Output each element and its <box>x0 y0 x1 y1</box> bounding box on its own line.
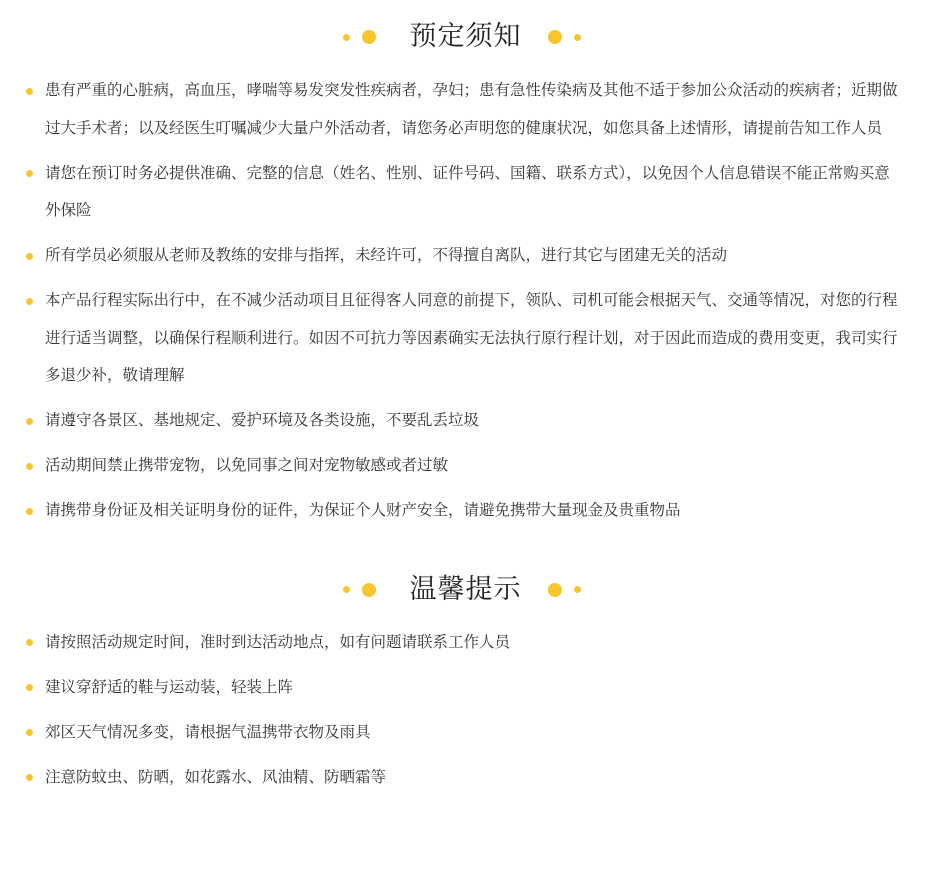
list-item-text: 建议穿舒适的鞋与运动装，轻装上阵 <box>45 677 294 696</box>
list-item <box>24 492 899 530</box>
list-item <box>24 714 899 752</box>
dot-small-icon <box>343 34 350 41</box>
bullet-dot-icon <box>26 298 33 305</box>
section-title: 预定须知 <box>409 21 522 52</box>
dot-large-icon <box>548 583 562 597</box>
dot-large-icon <box>548 30 562 44</box>
dot-small-icon <box>574 586 581 593</box>
page <box>0 19 925 892</box>
list-item-text: 请按照活动规定时间，准时到达活动地点，如有问题请联系工作人员 <box>45 632 511 651</box>
dot-small-icon <box>574 34 581 41</box>
dot-small-icon <box>343 586 350 593</box>
bullet-dot-icon <box>26 88 33 95</box>
list-item-text: 请携带身份证及相关证明身份的证件，为保证个人财产安全，请避免携带大量现金及贵重物品 <box>45 501 681 519</box>
section-header-booking-notice <box>24 19 899 55</box>
list-item <box>24 72 899 147</box>
bullet-dot-icon <box>26 418 33 425</box>
list-item <box>24 282 899 395</box>
bullet-dot-icon <box>26 170 33 177</box>
list-item <box>24 624 899 662</box>
section-title: 温馨提示 <box>409 573 522 605</box>
decor-dots-right <box>548 30 581 44</box>
dot-large-icon <box>362 583 376 597</box>
list-item-text: 本产品行程实际出行中，在不减少活动项目且征得客人同意的前提下，领队、司机可能会根据天气、交通等情况，对您的行程进行适当调整，以确保行程顺利进行。如因不可抗力等因素确实无法执行原行程计划，对于因此而造成的费用变更，我司实行多退少补，敬请理解 <box>45 291 898 384</box>
decor-dots-left <box>343 30 376 44</box>
bullet-dot-icon <box>26 729 33 736</box>
list-item <box>24 447 899 485</box>
list-item-text: 郊区天气情况多变，请根据气温携带衣物及雨具 <box>45 722 371 741</box>
list-item <box>24 669 899 707</box>
booking-notice-list <box>24 72 899 530</box>
bullet-dot-icon <box>26 639 33 646</box>
list-item <box>24 402 899 440</box>
bullet-dot-icon <box>26 684 33 691</box>
list-item <box>24 759 899 797</box>
decor-dots-right <box>548 583 581 597</box>
list-item <box>24 155 899 230</box>
list-item-text: 患有严重的心脏病，高血压，哮喘等易发突发性疾病者，孕妇；患有急性传染病及其他不适于参加公众活动的疾病者；近期做过大手术者；以及经医生叮嘱减少大量户外活动者，请您务必声明您的健康状况，如您具备上述情形，请提前告知工作人员 <box>45 81 898 137</box>
bullet-dot-icon <box>26 463 33 470</box>
list-item-text: 注意防蚊虫、防晒，如花露水、风油精、防晒霜等 <box>45 767 387 786</box>
dot-large-icon <box>362 30 376 44</box>
list-item-text: 所有学员必须服从老师及教练的安排与指挥，未经许可，不得擅自离队，进行其它与团建无关的活动 <box>45 246 728 264</box>
decor-dots-left <box>343 583 376 597</box>
list-item-text: 请您在预订时务必提供准确、完整的信息（姓名、性别、证件号码、国籍、联系方式），以免因个人信息错误不能正常购买意外保险 <box>45 163 890 219</box>
list-item <box>24 237 899 275</box>
bullet-dot-icon <box>26 774 33 781</box>
bullet-dot-icon <box>26 253 33 260</box>
list-item-text: 活动期间禁止携带宠物，以免同事之间对宠物敏感或者过敏 <box>45 456 449 474</box>
section-header-tips <box>24 572 899 608</box>
bullet-dot-icon <box>26 508 33 515</box>
list-item-text: 请遵守各景区、基地规定、爱护环境及各类设施，不要乱丢垃圾 <box>45 411 480 429</box>
tips-list <box>24 624 899 797</box>
